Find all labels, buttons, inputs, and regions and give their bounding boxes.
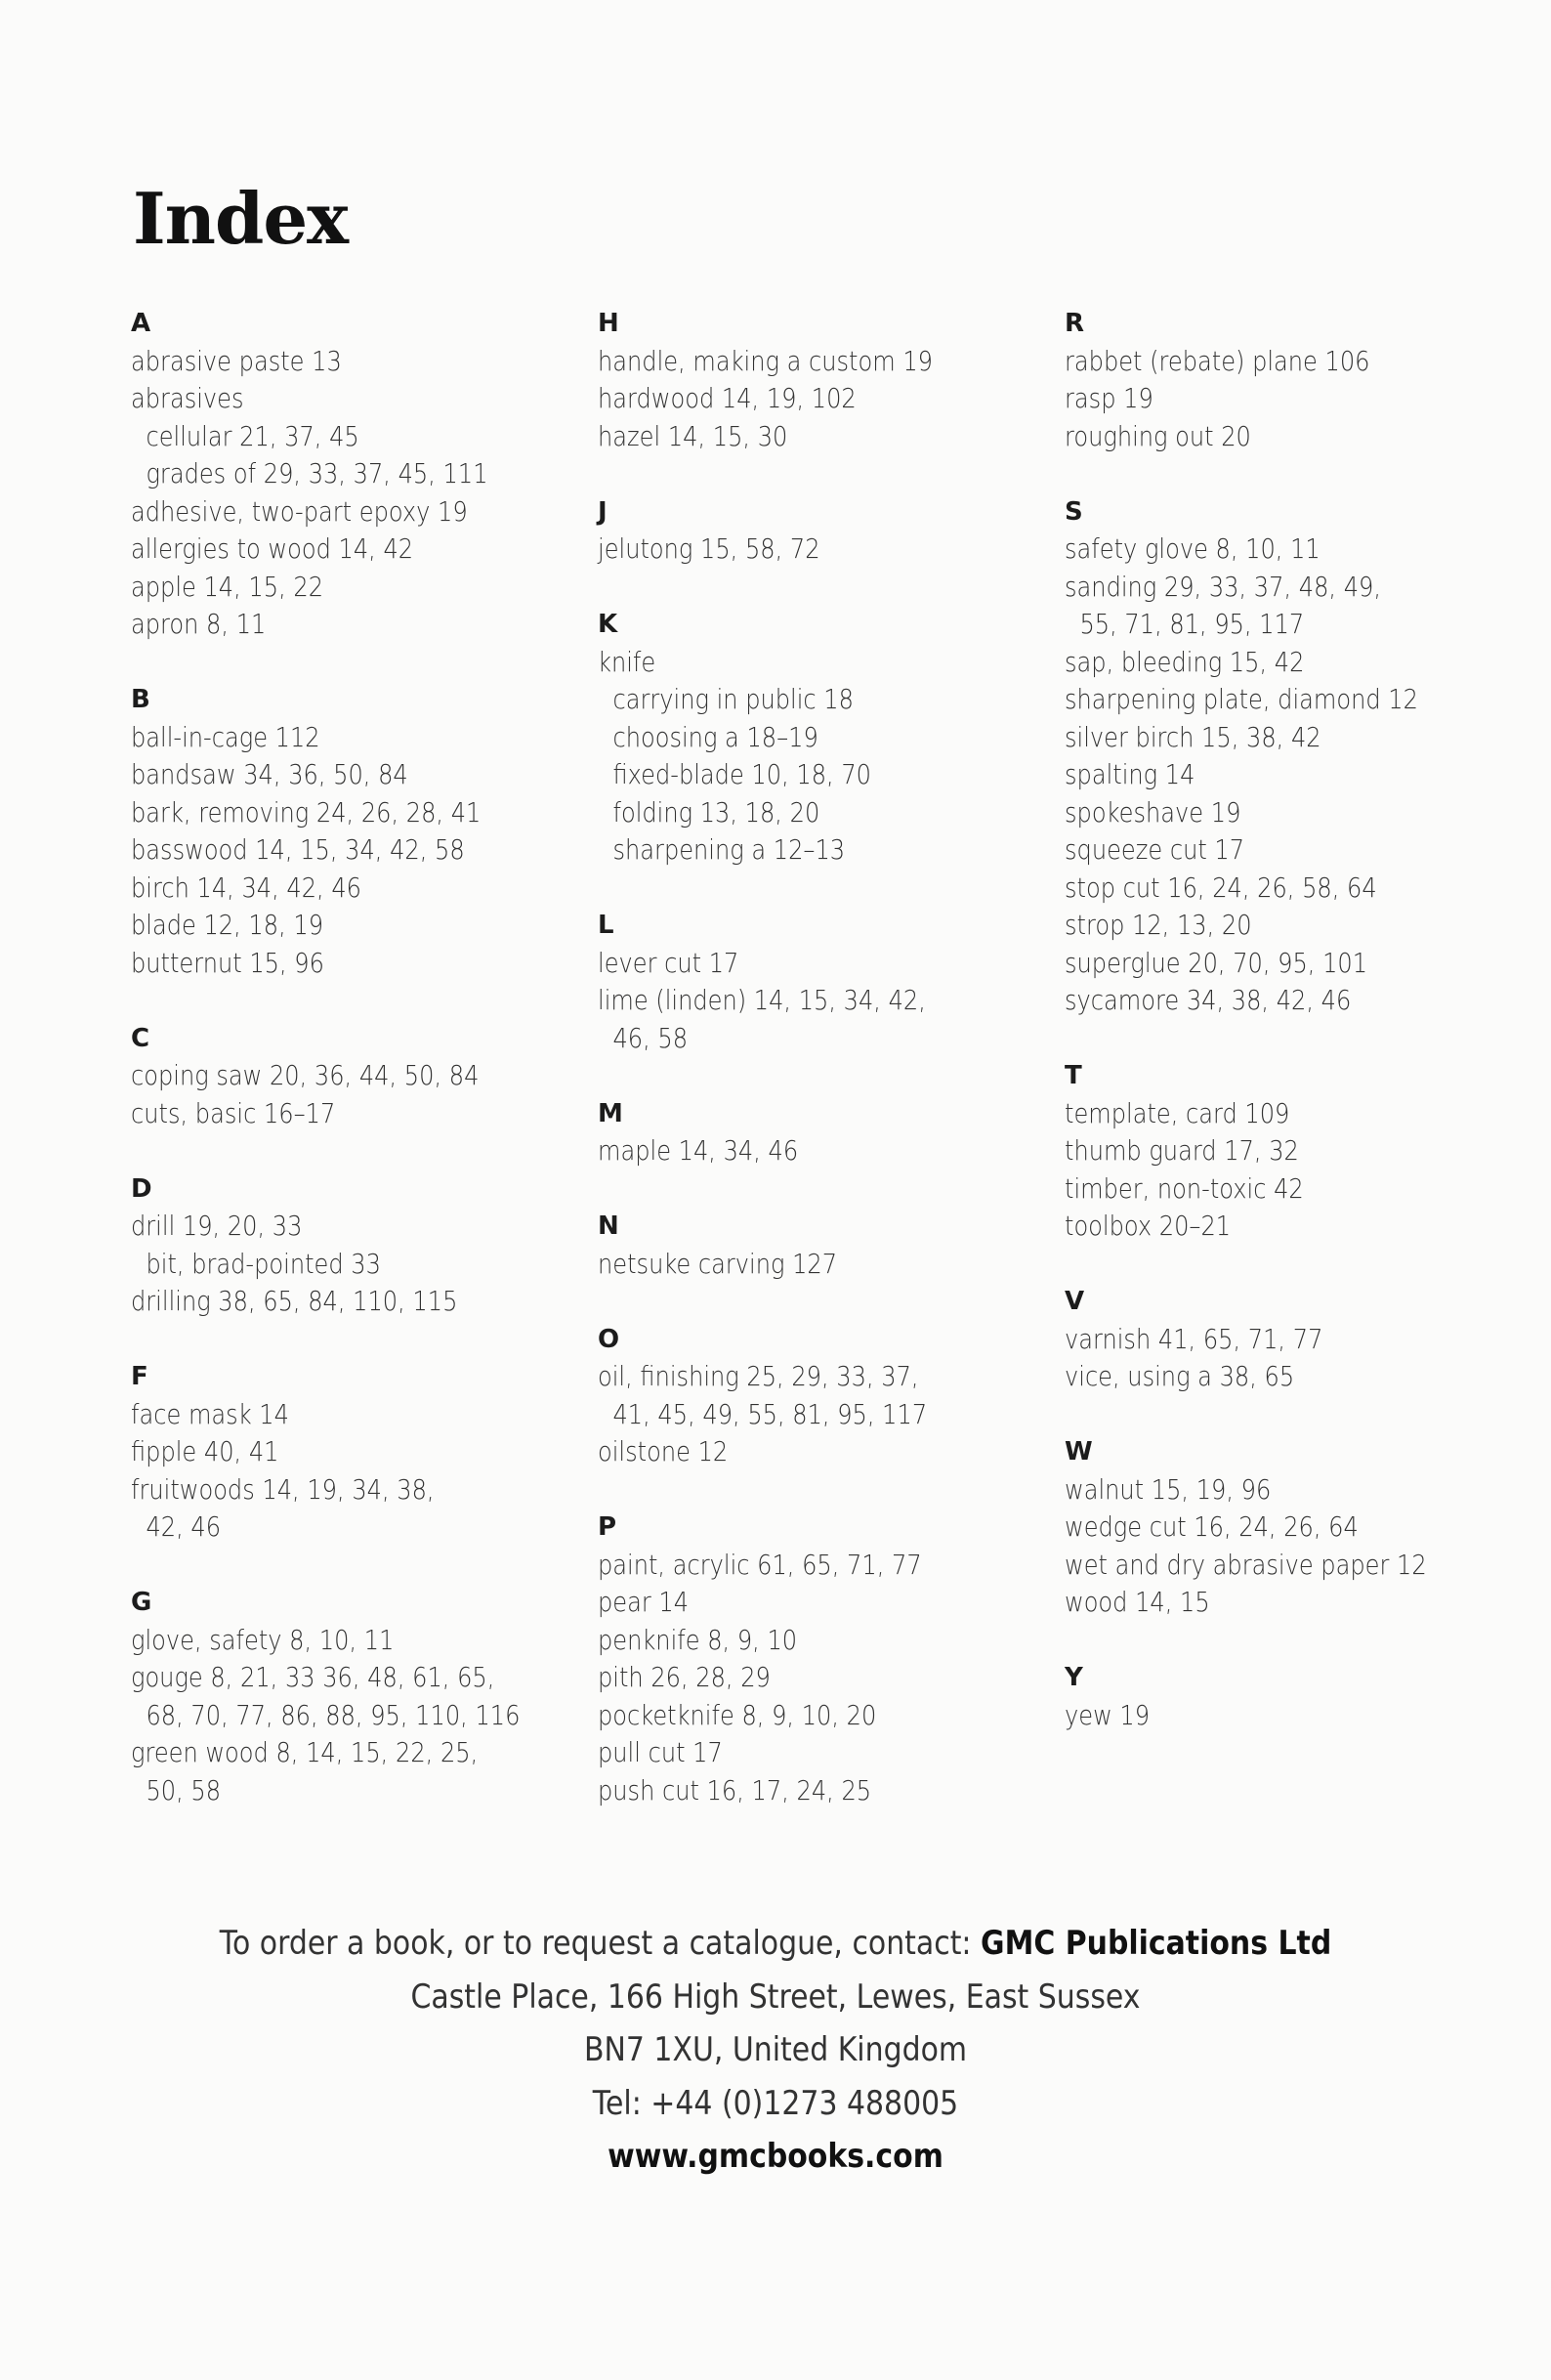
index-section [598,1208,1067,1283]
index-entry: adhesive, two-part epoxy 19 [131,494,468,528]
index-entry: pull cut 17 [598,1736,723,1768]
section-letter: C [131,1023,150,1053]
index-section [598,1321,1067,1471]
index-section [1065,1057,1533,1246]
index-entry: timber, non-toxic 42 [1065,1171,1304,1205]
index-entry: fruitwoods 14, 19, 34, 38, [131,1472,435,1506]
index-entry: blade 12, 18, 19 [131,909,324,941]
index-entry: rabbet (rebate) plane 106 [1065,344,1370,377]
index-entry: lime (linden) 14, 15, 34, 42, [598,984,926,1016]
index-entry: handle, making a custom 19 [598,344,933,377]
footer-website: www.gmcbooks.com [608,2137,943,2176]
index-section [1065,1659,1533,1734]
index-entry: wood 14, 15 [1065,1586,1210,1618]
index-entry: silver birch 15, 38, 42 [1065,720,1321,753]
index-entry: pocketknife 8, 9, 10, 20 [598,1698,877,1731]
index-section [598,907,1067,1057]
index-subentry: bit, brad-pointed 33 [146,1247,381,1280]
footer-address-1: Castle Place, 166 High Street, Lewes, East Sussex [410,1976,1141,2017]
index-subentry: fixed-blade 10, 18, 70 [612,758,871,790]
index-section [131,681,600,982]
index-subentry: carrying in public 18 [612,683,854,715]
index-entry: oilstone 12 [598,1435,729,1467]
index-entry: jelutong 15, 58, 72 [598,532,820,565]
index-section [1065,1283,1533,1396]
footer-address-2: BN7 1XU, United Kingdom [583,2030,968,2069]
index-entry: push cut 16, 17, 24, 25 [598,1773,872,1806]
section-letter: O [598,1324,620,1354]
index-subentry: folding 13, 18, 20 [612,795,820,829]
index-section [1065,1433,1533,1622]
section-letter: R [1065,309,1085,338]
index-subentry: 41, 45, 49, 55, 81, 95, 117 [612,1397,928,1430]
index-entry: spokeshave 19 [1065,795,1241,829]
index-entry: cuts, basic 16–17 [131,1096,336,1129]
index-entry: spalting 14 [1065,758,1195,790]
index-entry: basswood 14, 15, 34, 42, 58 [131,833,465,866]
index-entry: coping saw 20, 36, 44, 50, 84 [131,1059,480,1091]
index-entry: apron 8, 11 [131,608,267,640]
index-subentry: 42, 46 [146,1510,222,1543]
index-column-3 [1065,305,1533,1772]
index-entry: pith 26, 28, 29 [598,1661,771,1693]
index-section [598,1509,1067,1809]
index-entry: superglue 20, 70, 95, 101 [1065,946,1368,979]
section-letter: W [1065,1437,1093,1466]
index-section [131,1584,600,1809]
index-entry: ball-in-cage 112 [131,720,320,753]
section-letter: K [598,610,618,639]
index-entry: netsuke carving 127 [598,1247,838,1280]
index-entry: penknife 8, 9, 10 [598,1623,798,1656]
index-subentry: 50, 58 [146,1773,222,1806]
section-letter: D [131,1173,152,1204]
index-entry: abrasives [131,382,244,414]
index-entry: sap, bleeding 15, 42 [1065,645,1305,678]
index-section [1065,493,1533,1020]
section-letter: B [131,685,150,714]
publisher-name: GMC Publications Ltd [981,1924,1332,1963]
section-letter: L [598,911,614,940]
index-entry: wet and dry abrasive paper 12 [1065,1548,1427,1581]
index-entry: lever cut 17 [598,946,739,979]
index-entry: knife [598,645,656,678]
index-subentry: cellular 21, 37, 45 [146,419,359,452]
index-entry: varnish 41, 65, 71, 77 [1065,1322,1323,1355]
section-letter: Y [1065,1663,1083,1692]
index-section [1065,305,1533,455]
index-section [131,1170,600,1321]
index-entry: sharpening plate, diamond 12 [1065,683,1418,715]
index-subentry: sharpening a 12–13 [612,833,846,866]
index-subentry: grades of 29, 33, 37, 45, 111 [146,457,488,489]
index-section [598,1095,1067,1170]
index-section [131,1020,600,1133]
index-entry: pear 14 [598,1586,690,1618]
index-entry: strop 12, 13, 20 [1065,909,1252,941]
index-entry: hardwood 14, 19, 102 [598,382,857,414]
index-entry: wedge cut 16, 24, 26, 64 [1065,1510,1359,1543]
index-entry: yew 19 [1065,1698,1151,1731]
section-letter: G [131,1588,152,1617]
index-entry: gouge 8, 21, 33 36, 48, 61, 65, [131,1661,495,1693]
index-entry: green wood 8, 14, 15, 22, 25, [131,1736,479,1768]
index-section [598,606,1067,870]
section-letter: P [598,1512,617,1542]
section-letter: H [598,309,619,338]
index-section [131,305,600,644]
index-subentry: 46, 58 [612,1021,689,1054]
index-column-1 [131,305,600,1848]
page-title: Index [133,177,349,260]
index-entry: maple 14, 34, 46 [598,1134,799,1167]
footer-intro: To order a book, or to request a catalogue, contact: [219,1924,982,1963]
index-entry: sanding 29, 33, 37, 48, 49, [1065,570,1382,603]
section-letter: T [1065,1061,1082,1090]
index-entry: birch 14, 34, 42, 46 [131,871,362,904]
index-entry: roughing out 20 [1065,419,1251,452]
index-entry: stop cut 16, 24, 26, 58, 64 [1065,871,1377,904]
section-letter: F [131,1362,148,1391]
section-letter: J [598,496,608,527]
index-section [131,1358,600,1547]
index-entry: face mask 14 [131,1397,289,1430]
index-entry: vice, using a 38, 65 [1065,1360,1295,1392]
footer-telephone: Tel: +44 (0)1273 488005 [592,2083,959,2123]
index-subentry: 55, 71, 81, 95, 117 [1079,608,1305,640]
section-letter: N [598,1211,619,1241]
index-entry: apple 14, 15, 22 [131,570,324,603]
index-entry: oil, finishing 25, 29, 33, 37, [598,1360,919,1392]
index-entry: bandsaw 34, 36, 50, 84 [131,758,408,790]
section-letter: M [598,1098,623,1128]
index-entry: drill 19, 20, 33 [131,1210,303,1242]
index-subentry: choosing a 18–19 [612,720,818,753]
order-contact-block [0,1917,1551,2184]
index-subentry: 68, 70, 77, 86, 88, 95, 110, 116 [146,1698,521,1731]
footer-line-intro [93,1917,1457,1971]
index-section [598,493,1067,569]
index-entry: template, card 109 [1065,1096,1290,1129]
index-entry: sycamore 34, 38, 42, 46 [1065,984,1352,1016]
index-section [598,305,1067,455]
index-entry: drilling 38, 65, 84, 110, 115 [131,1285,458,1317]
index-entry: fipple 40, 41 [131,1435,279,1467]
section-letter: A [131,309,151,338]
index-entry: abrasive paste 13 [131,344,342,377]
index-entry: butternut 15, 96 [131,946,324,979]
index-column-2 [598,305,1067,1848]
index-entry: paint, acrylic 61, 65, 71, 77 [598,1548,922,1581]
index-entry: glove, safety 8, 10, 11 [131,1623,395,1656]
index-entry: safety glove 8, 10, 11 [1065,532,1320,565]
index-entry: bark, removing 24, 26, 28, 41 [131,795,482,829]
index-entry: rasp 19 [1065,382,1153,414]
index-entry: squeeze cut 17 [1065,833,1245,866]
index-entry: thumb guard 17, 32 [1065,1134,1299,1167]
section-letter: S [1065,496,1083,527]
index-entry: toolbox 20–21 [1065,1210,1232,1242]
index-entry: walnut 15, 19, 96 [1065,1472,1272,1506]
index-entry: hazel 14, 15, 30 [598,419,788,452]
section-letter: V [1065,1287,1085,1316]
index-entry: allergies to wood 14, 42 [131,532,414,565]
